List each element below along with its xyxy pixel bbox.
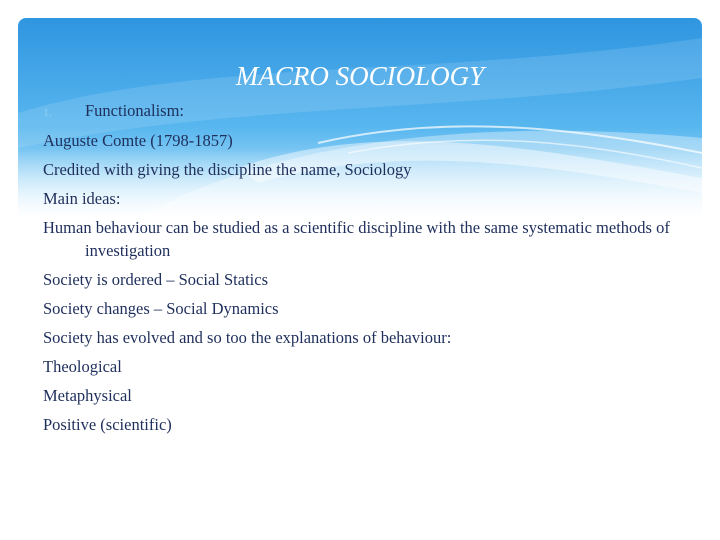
list-item: Credited with giving the discipline the name, Sociology (43, 159, 412, 179)
list-item: Society changes – Social Dynamics (43, 299, 279, 318)
list-item: Society is ordered – Social Statics (43, 270, 268, 289)
list-item: Society has evolved and so too the explanations of behaviour: (43, 328, 452, 347)
list-item: Positive (scientific) (43, 415, 172, 434)
list-item: Theological (43, 357, 122, 376)
list-item: Human behaviour can be studied as a scientific discipline with the same systematic methods of investigation (43, 217, 670, 260)
list-item: Auguste Comte (1798-1857) (43, 130, 233, 150)
list-number: 1. (43, 105, 52, 119)
slide-title: MACRO SOCIOLOGY (235, 61, 485, 91)
slide-body (43, 99, 683, 442)
section-heading: Functionalism: (85, 101, 184, 120)
list-item: Metaphysical (43, 386, 132, 405)
list-item: Main ideas: (43, 188, 121, 208)
numbered-heading (43, 99, 683, 125)
